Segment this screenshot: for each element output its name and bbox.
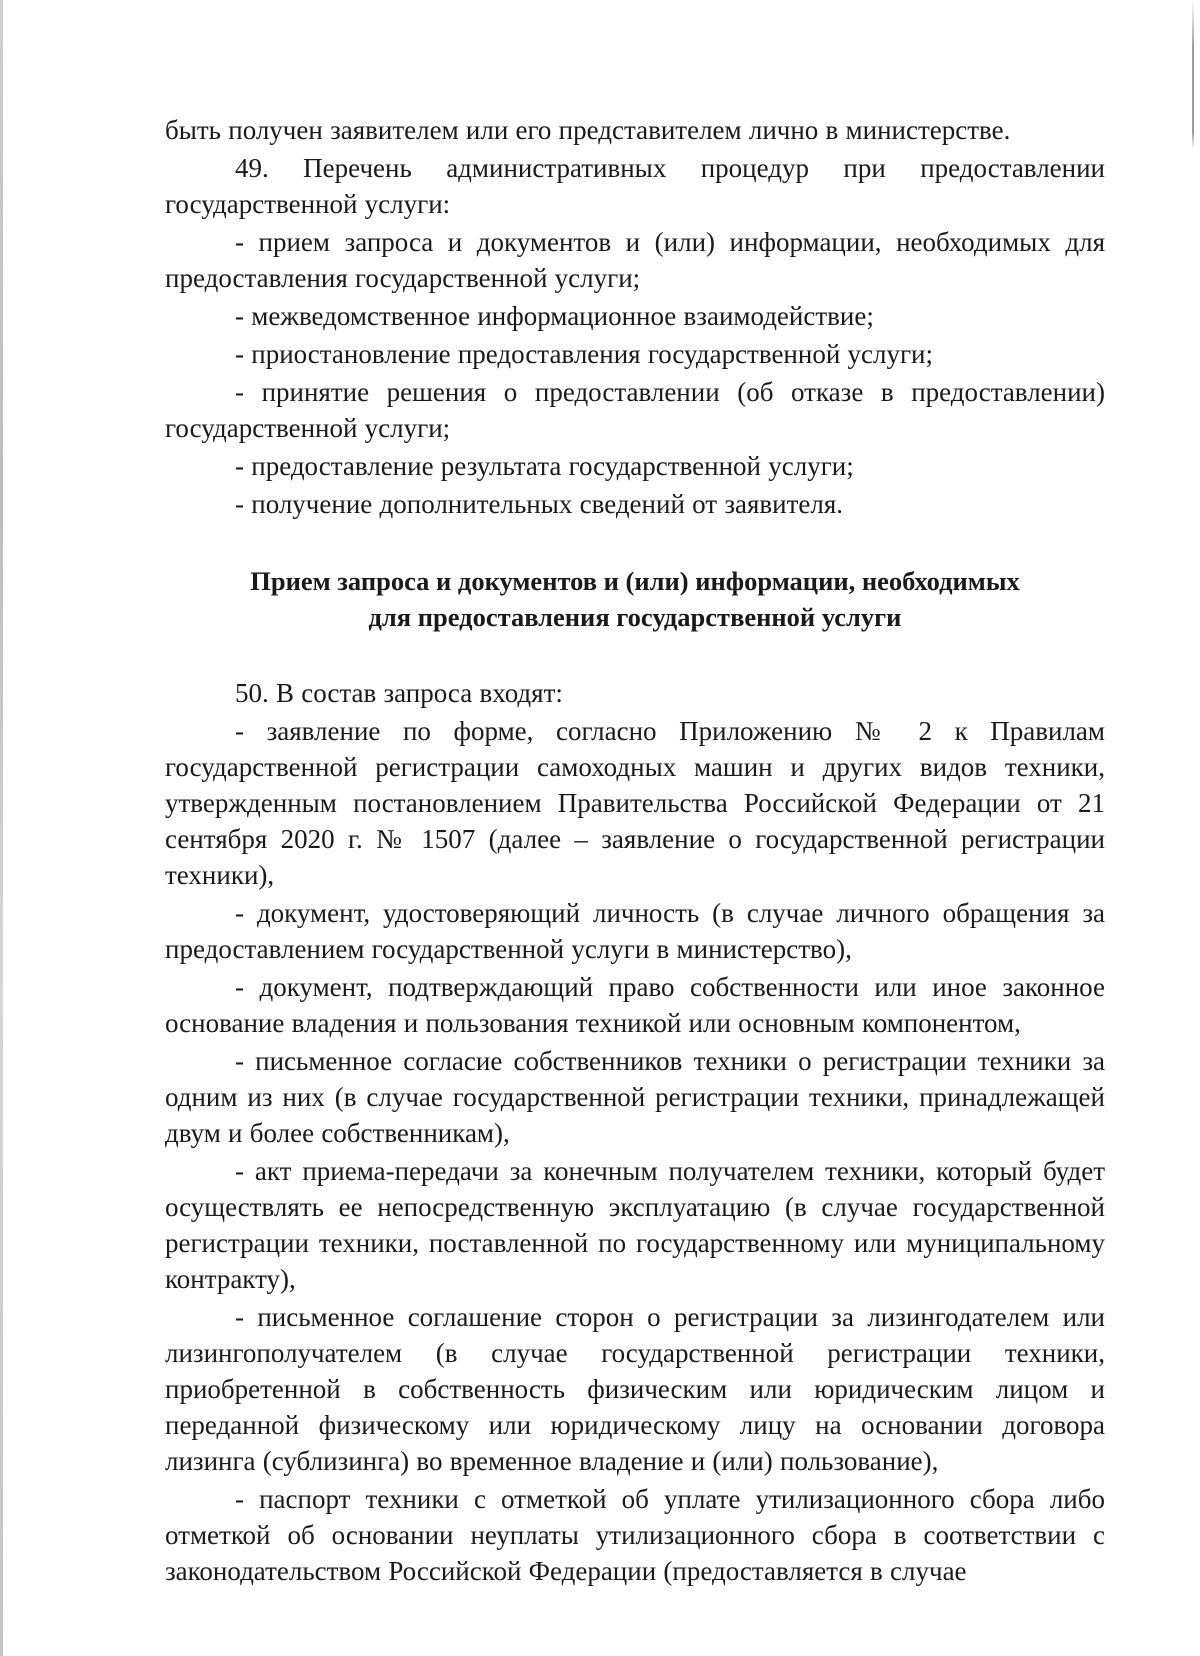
list-item: - документ, подтверждающий право собственности или иное законное основание владения и пользования техникой или основным компонентом, — [165, 972, 1105, 1038]
list-item: - предоставление результата государственной услуги; — [235, 451, 854, 481]
paragraph-item-49: 49. Перечень административных процедур при предоставлении государственной услуги: — [165, 153, 1105, 219]
paragraph-continuation: быть получен заявителем или его представителем лично в министерстве. — [165, 115, 1011, 145]
list-item: - письменное согласие собственников техники о регистрации техники за одним из них (в случае государственной регистрации техники, принадлежащей двум и более собственникам), — [165, 1046, 1105, 1148]
list-item: - документ, удостоверяющий личность (в случае личного обращения за предоставлением государственной услуги в министерство), — [165, 898, 1105, 964]
list-item: - межведомственное информационное взаимодействие; — [235, 301, 874, 331]
list-item: - акт приема-передачи за конечным получателем техники, который будет осуществлять ее непосредственную эксплуатацию (в случае государственной регистрации техники, поставленной по государственному или муниципальному контракту), — [165, 1156, 1105, 1294]
section-heading — [165, 563, 1105, 635]
list-item: - письменное соглашение сторон о регистрации за лизингодателем или лизингополучателем (в случае государственной регистрации техники, приобретенной в собственность физическим или юридическим лицом и переданной физическому или юридическому лицу на основании договора лизинга (сублизинга) во временное владение и (или) пользование), — [165, 1302, 1105, 1476]
scan-edge-right — [1192, 0, 1194, 1656]
scan-edge-left — [0, 0, 3, 1656]
list-item: - принятие решения о предоставлении (об отказе в предоставлении) государственной услуги; — [165, 377, 1105, 443]
section-heading-line-2: для предоставления государственной услуги — [368, 602, 902, 632]
intro-block — [165, 112, 1105, 522]
list-item: - приостановление предоставления государственной услуги; — [235, 339, 934, 369]
list-item: - получение дополнительных сведений от заявителя. — [235, 489, 844, 519]
section-heading-line-1: Прием запроса и документов и (или) информации, необходимых — [250, 566, 1020, 596]
list-item: - паспорт техники с отметкой об уплате утилизационного сбора либо отметкой об основании неуплаты утилизационного сбора в соответствии с законодательством Российской Федерации (предоставляется в случае — [165, 1484, 1105, 1586]
section-block — [165, 675, 1105, 1589]
list-item: - заявление по форме, согласно Приложению № 2 к Правилам государственной регистрации самоходных машин и других видов техники, утвержденным постановлением Правительства Российской Федерации от 21 сентября 2020 г. № 1507 (далее – заявление о государственной регистрации техники), — [165, 716, 1105, 890]
document-page — [165, 112, 1105, 1591]
paragraph-item-50: 50. В состав запроса входят: — [235, 678, 563, 708]
spacer — [165, 635, 1105, 675]
list-item: - прием запроса и документов и (или) информации, необходимых для предоставления государственной услуги; — [165, 227, 1105, 293]
